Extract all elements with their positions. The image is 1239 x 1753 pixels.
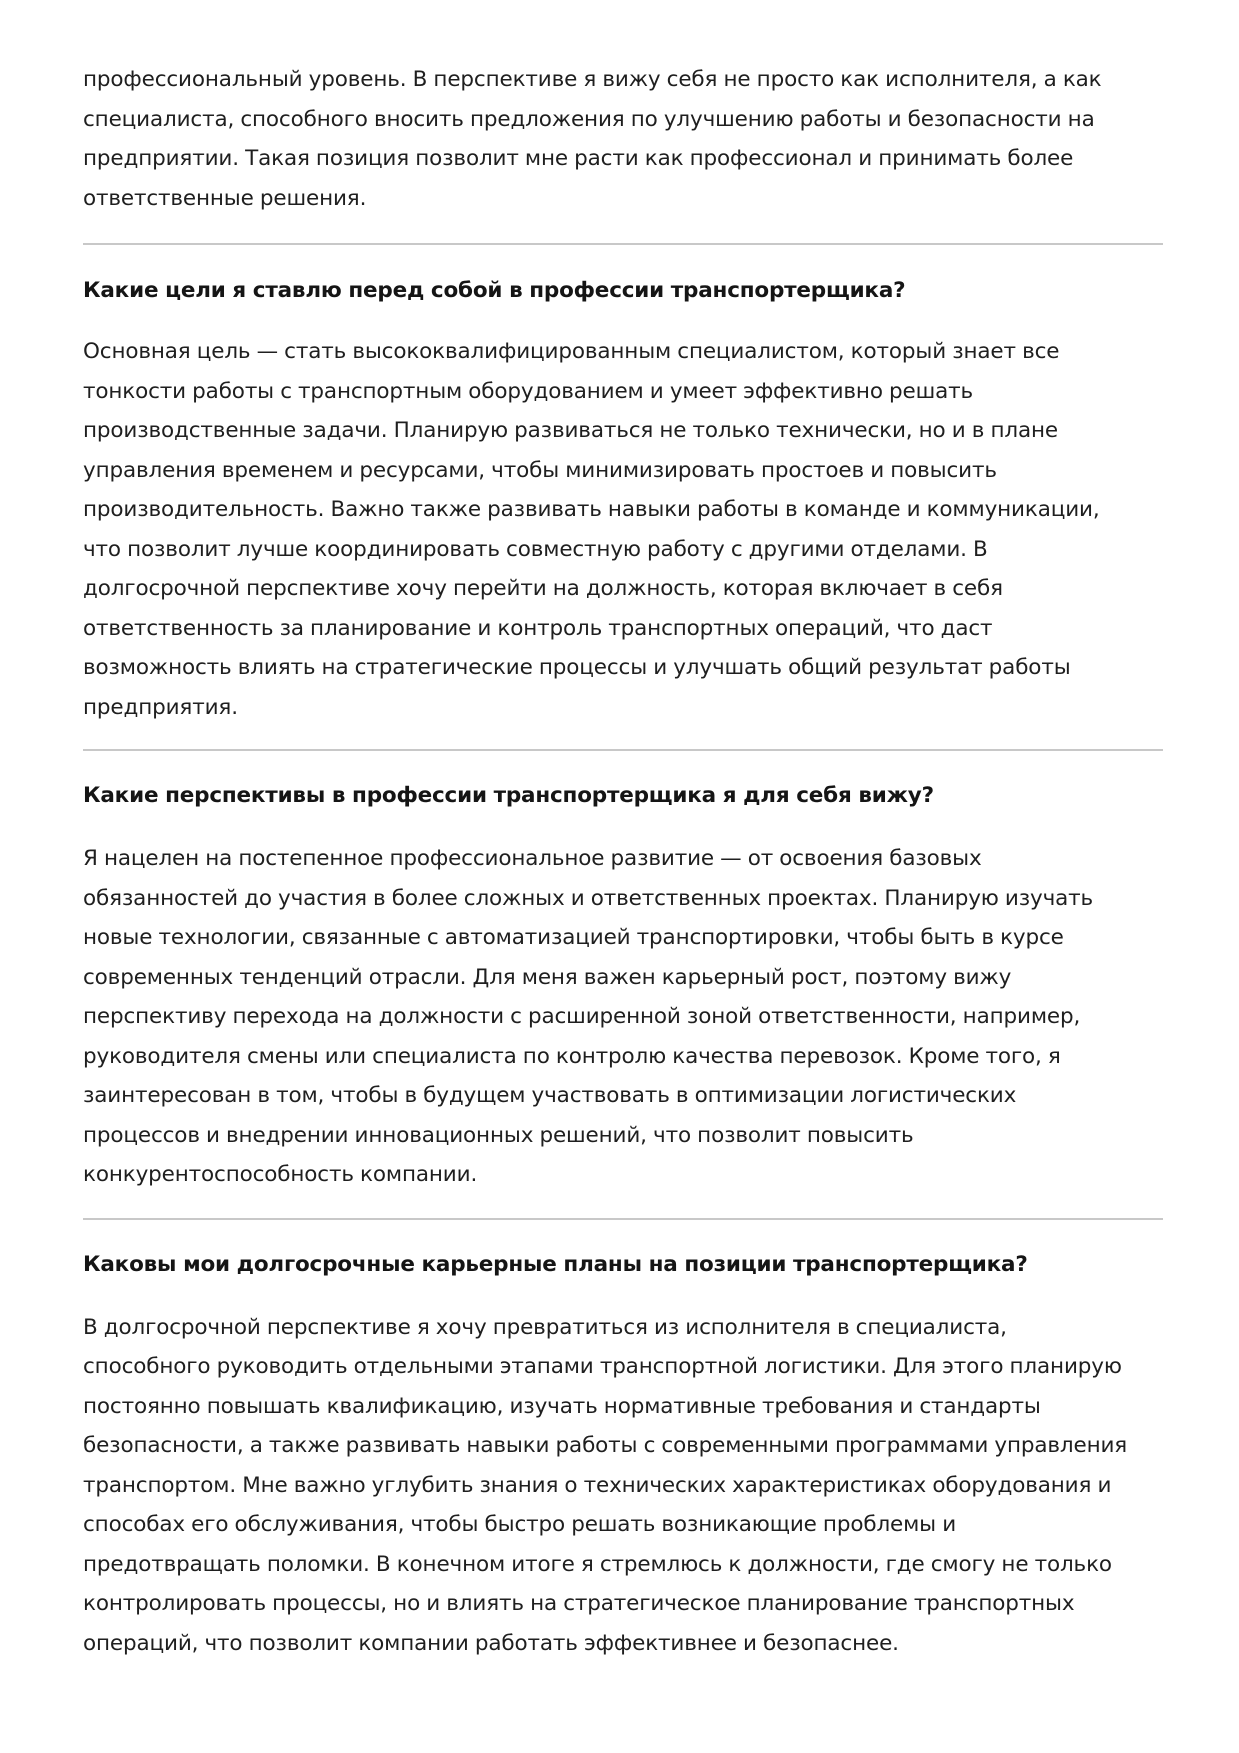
section-heading-prospects: Какие перспективы в профессии транспортерщика я для себя вижу?	[83, 783, 934, 808]
document-page	[83, 60, 1163, 1663]
text-line: специалиста, способного вносить предложения по улучшению работы и безопасности на	[83, 106, 1095, 132]
text-line: тонкости работы с транспортным оборудованием и умеет эффективно решать	[83, 378, 974, 404]
text-line: возможность влиять на стратегические процессы и улучшать общий результат работы	[83, 655, 1071, 680]
text-line: управления временем и ресурсами, чтобы минимизировать простоев и повысить	[83, 457, 997, 483]
text-line: постоянно повышать квалификацию, изучать нормативные требования и стандарты	[83, 1393, 1041, 1419]
text-line: Я нацелен на постепенное профессиональное развитие — от освоения базовых	[83, 846, 982, 871]
text-line: предприятия.	[83, 694, 238, 720]
text-line: ответственные решения.	[83, 185, 367, 211]
text-line: операций, что позволит компании работать эффективнее и безопаснее.	[83, 1630, 899, 1656]
text-line: профессиональный уровень. В перспективе я вижу себя не просто как исполнителя, а как	[83, 67, 1102, 92]
section-heading-goals: Какие цели я ставлю перед собой в профессии транспортерщика?	[83, 278, 906, 303]
text-line: В долгосрочной перспективе я хочу превратиться из исполнителя в специалиста,	[83, 1314, 1007, 1340]
text-line: предотвращать поломки. В конечном итоге я стремлюсь к должности, где смогу не только	[83, 1551, 1112, 1577]
section-paragraph-career-plans	[83, 1308, 1163, 1664]
text-line: безопасности, а также развивать навыки работы с современными программами управления	[83, 1433, 1128, 1458]
text-line: конкурентоспособность компании.	[83, 1162, 478, 1187]
text-line: заинтересован в том, чтобы в будущем участвовать в оптимизации логистических	[83, 1083, 1017, 1108]
text-line: что позволит лучше координировать совместную работу с другими отделами. В	[83, 536, 988, 562]
section-divider	[83, 749, 1163, 751]
text-line: Основная цель — стать высококвалифицированным специалистом, который знает все	[83, 339, 1060, 364]
text-line: ответственность за планирование и контроль транспортных операций, что даст	[83, 615, 993, 641]
text-line: транспортом. Мне важно углубить знания о технических характеристиках оборудования и	[83, 1472, 1112, 1498]
text-line: современных тенденций отрасли. Для меня важен карьерный рост, поэтому вижу	[83, 964, 1012, 990]
text-line: производственные задачи. Планирую развиваться не только технически, но и в плане	[83, 418, 1058, 443]
text-line: способах его обслуживания, чтобы быстро решать возникающие проблемы и	[83, 1512, 957, 1537]
text-line: перспективу перехода на должности с расширенной зоной ответственности, например,	[83, 1004, 1081, 1029]
section-heading-career-plans: Каковы мои долгосрочные карьерные планы на позиции транспортерщика?	[83, 1251, 1028, 1277]
section-paragraph-goals	[83, 332, 1163, 727]
text-line: контролировать процессы, но и влиять на стратегическое планирование транспортных	[83, 1591, 1075, 1616]
text-line: процессов и внедрении инновационных решений, что позволит повысить	[83, 1122, 914, 1148]
intro-paragraph	[83, 60, 1163, 218]
section-divider	[83, 1218, 1163, 1220]
text-line: предприятии. Такая позиция позволит мне расти как профессионал и принимать более	[83, 146, 1074, 171]
section-paragraph-prospects	[83, 839, 1163, 1195]
text-line: долгосрочной перспективе хочу перейти на должность, которая включает в себя	[83, 576, 1003, 601]
text-line: производительность. Важно также развивать навыки работы в команде и коммуникации,	[83, 497, 1100, 522]
text-line: способного руководить отдельными этапами транспортной логистики. Для этого планирую	[83, 1354, 1122, 1379]
text-line: новые технологии, связанные с автоматизацией транспортировки, чтобы быть в курсе	[83, 925, 1064, 950]
text-line: обязанностей до участия в более сложных и ответственных проектах. Планирую изучать	[83, 885, 1094, 911]
text-line: руководителя смены или специалиста по контролю качества перевозок. Кроме того, я	[83, 1043, 1061, 1069]
section-divider	[83, 243, 1163, 245]
